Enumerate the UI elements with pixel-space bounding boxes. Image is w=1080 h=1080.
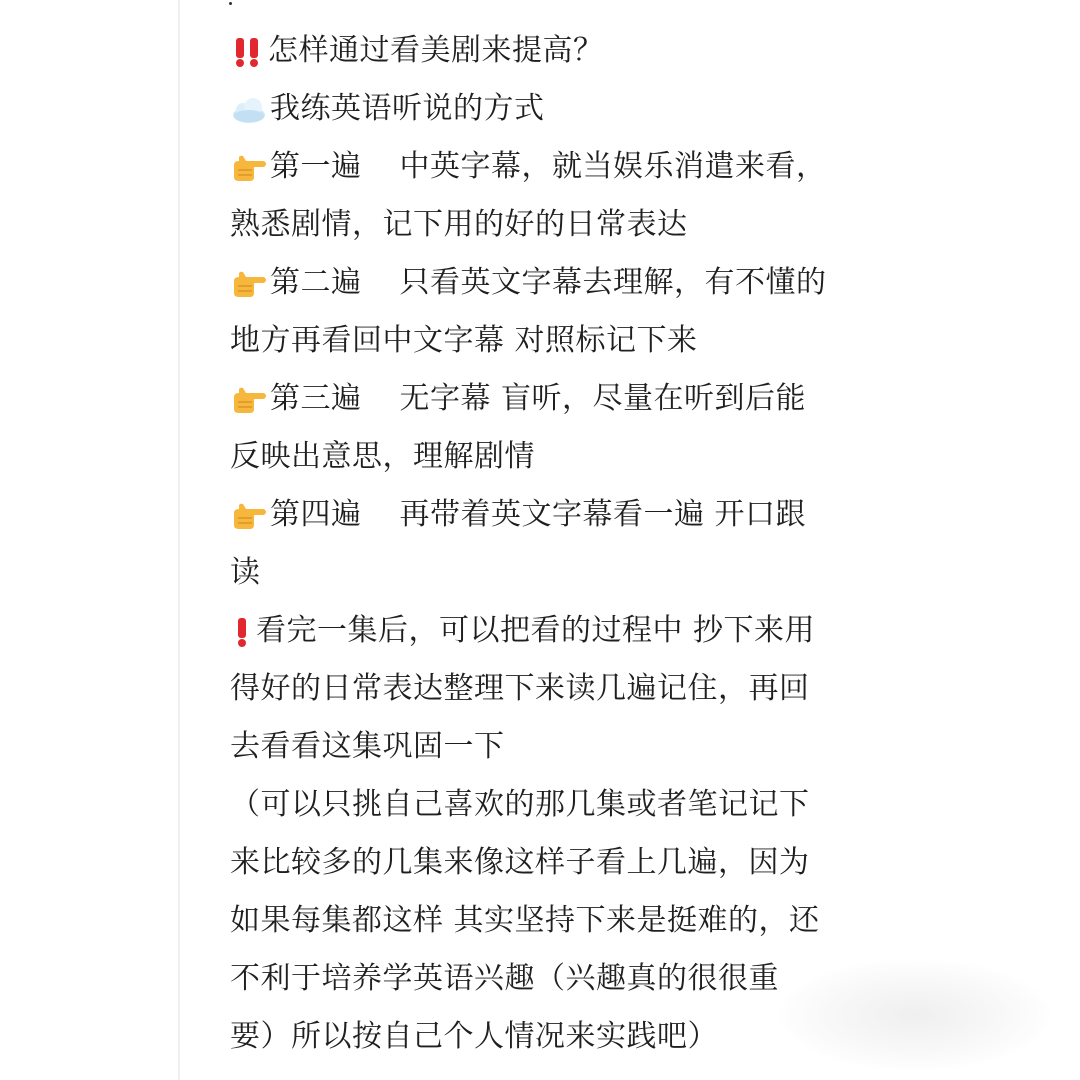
line-text: 地方再看回中文字幕 对照标记下来: [230, 323, 698, 358]
step-label: 第一遍: [270, 149, 362, 184]
text-line: [230, 312, 870, 370]
line-text: 看完一集后，可以把看的过程中 抄下来用: [256, 613, 816, 648]
line-text: 得好的日常表达整理下来读几遍记住，再回: [230, 671, 810, 706]
line-text: 如果每集都这样 其实坚持下来是挺难的，还: [230, 903, 820, 938]
pointing-hand-icon: [230, 269, 268, 299]
heading-line: [230, 22, 870, 80]
text-line: [230, 1008, 870, 1066]
text-line: [230, 428, 870, 486]
step-line: [230, 254, 870, 312]
step-line: [230, 370, 870, 428]
double-exclamation-icon: [230, 36, 266, 68]
note-body: [230, 22, 870, 1066]
margin-divider: [178, 0, 180, 1080]
exclamation-icon: [230, 616, 254, 648]
line-text: 中英字幕，就当娱乐消遣来看，: [399, 149, 827, 184]
line-text: 要）所以按自己个人情况来实践吧）: [230, 1019, 718, 1054]
text-line: [230, 718, 870, 776]
line-text: 怎样通过看美剧来提高？: [268, 33, 604, 68]
line-text: 熟悉剧情，记下用的好的日常表达: [230, 207, 688, 242]
step-label: 第四遍: [270, 497, 362, 532]
blurred-watermark: [780, 960, 1050, 1070]
line-text: （可以只挑自己喜欢的那几集或者笔记记下: [230, 787, 810, 822]
step-label: 第三遍: [270, 381, 362, 416]
line-text: 反映出意思，理解剧情: [230, 439, 535, 474]
line-text: 读: [230, 555, 261, 590]
text-line: [230, 892, 870, 950]
step-line: [230, 486, 870, 544]
line-text: 去看看这集巩固一下: [230, 729, 505, 764]
text-line: [230, 950, 870, 1008]
text-line: [230, 544, 870, 602]
text-line: [230, 196, 870, 254]
text-line: [230, 834, 870, 892]
text-line: [230, 660, 870, 718]
step-label: 第二遍: [270, 265, 362, 300]
line-text: 来比较多的几集来像这样子看上几遍，因为: [230, 845, 810, 880]
dot-mark: [229, 2, 232, 5]
pointing-hand-icon: [230, 153, 268, 183]
pointing-hand-icon: [230, 385, 268, 415]
line-text: 只看英文字幕去理解，有不懂的: [399, 265, 827, 300]
subheading-line: [230, 80, 870, 138]
line-text: 不利于培养学英语兴趣（兴趣真的很很重: [230, 961, 779, 996]
tip-line: [230, 602, 870, 660]
line-text: 无字幕 盲听，尽量在听到后能: [399, 381, 807, 416]
line-text: 我练英语听说的方式: [270, 91, 545, 126]
step-line: [230, 138, 870, 196]
line-text: 再带着英文字幕看一遍 开口跟: [399, 497, 807, 532]
cloud-icon: [230, 95, 268, 125]
text-line: [230, 776, 870, 834]
pointing-hand-icon: [230, 501, 268, 531]
